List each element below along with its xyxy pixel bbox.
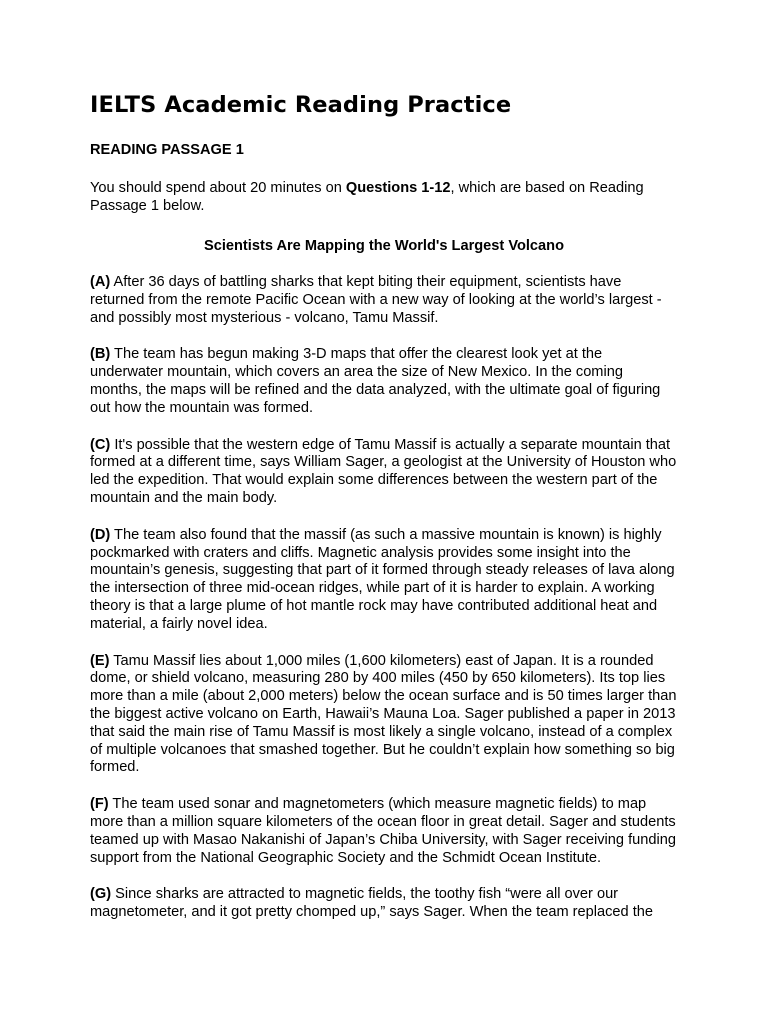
document-title: IELTS Academic Reading Practice [90,92,512,118]
passage-title: Scientists Are Mapping the World's Largest Volcano [204,238,564,254]
paragraph-c [90,437,678,508]
paragraph-f [90,796,678,867]
document-page [90,90,678,922]
instructions-before: You should spend about 20 minutes on [90,180,346,196]
paragraph-letter: (D) [90,526,111,543]
paragraph-letter: (F) [90,796,109,813]
instructions [90,179,678,215]
paragraph-text: Tamu Massif lies about 1,000 miles (1,600 kilometers) east of Japan. It is a rounded dome, or shield volcano, measuring 280 by 400 miles (450 by 650 kilometers). Its top lies more than a mile (about 2,000 meters) below the ocean surface and is 50 times larger than the biggest active volcano on Earth, Hawaii’s Mauna Loa. Sager published a paper in 2013 that said the main rise of Tamu Massif is most likely a single volcano, instead of a complex of multiple volcanoes that smashed together. But he couldn’t explain how something so big formed. [90,652,677,776]
instructions-after: , which are based on Reading Passage 1 below. [90,180,644,214]
paragraph-letter: (B) [90,346,111,363]
paragraph-text: It's possible that the western edge of Tamu Massif is actually a separate mountain that formed at a different time, says William Sager, a geologist at the University of Houston who led the expedition. That would explain some differences between the western part of the mountain and the main body. [90,436,677,506]
paragraph-letter: (A) [90,274,111,290]
paragraph-letter: (G) [90,886,112,903]
passage-label: READING PASSAGE 1 [90,142,244,158]
paragraph-text: The team also found that the massif (as such a massive mountain is known) is highly pockmarked with craters and cliffs. Magnetic analysis provides some insight into the mountain’s genesis, suggesting that part of it formed through steady releases of lava along the intersection of three mid-ocean ridges, while part of it is harder to explain. A working theory is that a large plume of hot mantle rock may have contributed additional heat and material, a fairly novel idea. [90,526,675,632]
paragraph-letter: (C) [90,436,111,453]
paragraph-d [90,527,678,634]
paragraph-e [90,653,678,778]
paragraph-text: Since sharks are attracted to magnetic fields, the toothy fish “were all over our magnetometer, and it got pretty chomped up,” says Sager. When the team replaced the [90,886,653,921]
paragraph-a [90,274,678,327]
paragraph-letter: (E) [90,652,110,669]
paragraph-text: After 36 days of battling sharks that kept biting their equipment, scientists have returned from the remote Pacific Ocean with a new way of looking at the world’s largest - and possibly most mysterious - volcano, Tamu Massif. [90,274,662,326]
paragraph-g [90,886,678,922]
instructions-questions: Questions 1-12 [345,180,451,196]
paragraph-text: The team used sonar and magnetometers (which measure magnetic fields) to map more than a million square kilometers of the ocean floor in great detail. Sager and students teamed up with Masao Nakanishi of Japan’s Chiba University, with Sager receiving funding support from the National Geographic Society and the Schmidt Ocean Institute. [90,796,676,866]
paragraph-b [90,346,678,417]
paragraph-text: The team has begun making 3-D maps that offer the clearest look yet at the underwater mountain, which covers an area the size of New Mexico. In the coming months, the maps will be refined and the data analyzed, with the ultimate goal of figuring out how the mountain was formed. [90,346,661,416]
